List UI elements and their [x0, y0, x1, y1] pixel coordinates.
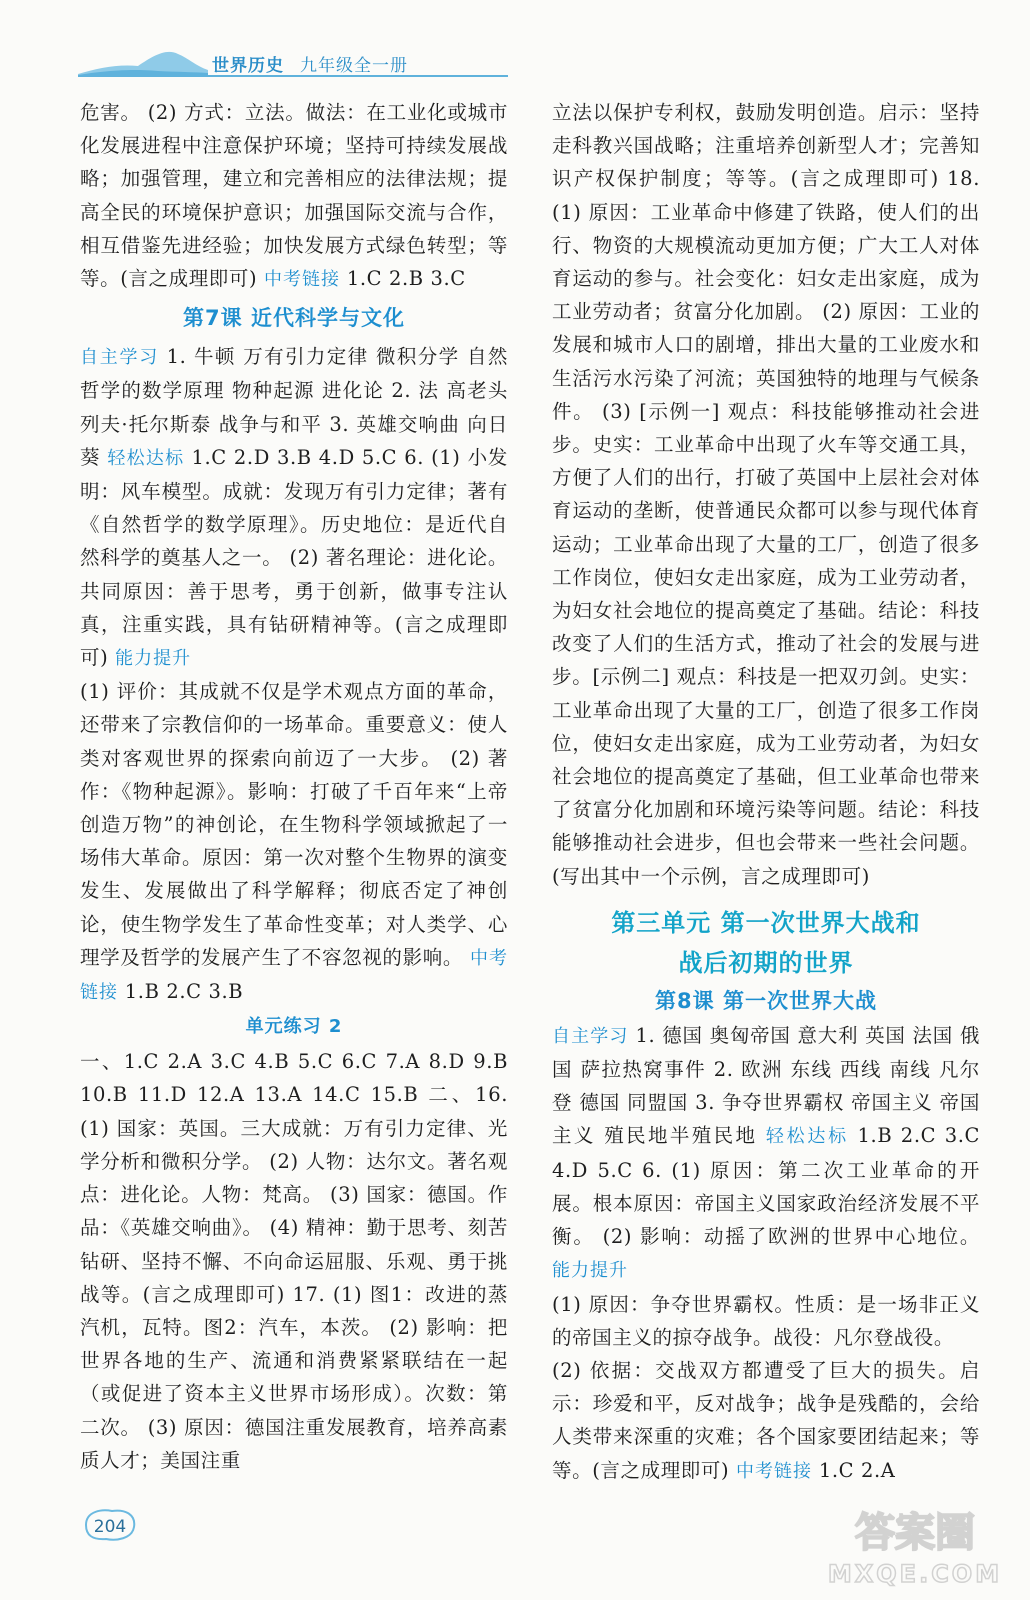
page-number: 204	[93, 1517, 127, 1537]
section-tag: 中考链接	[736, 1460, 813, 1482]
answer-paragraph: 自主学习 1. 牛顿 万有引力定律 微积分学 自然哲学的数学原理 物种起源 进化论 2. 法 高老头 列夫·托尔斯泰 战争与和平 3. 英雄交响曲 向日葵 轻松达标 1.C 2.D 3.B 4.D 5.C 6. (1) 小发明：风车模型。成就：发现万有引力定律；著有《自然哲学的数学原理》。历史地位：是近代自然科学的奠基人之一。 (2) 著名理论：进化论。共同原因：善于思考，勇于创新，做事专注认真，注重实践，具有钻研精神等。(言之成理即可) 能力提升	[80, 345, 509, 670]
section-tag: 能力提升	[115, 648, 192, 670]
header-grade: 九年级全一册	[300, 56, 408, 76]
lesson-title: 第8课 第一次世界大战	[655, 988, 877, 1013]
watermark-logo	[815, 1500, 1015, 1590]
page-header	[0, 0, 1030, 92]
svg-text:MXQE.COM: MXQE.COM	[827, 1560, 1003, 1588]
answer-paragraph: 自主学习 1. 德国 奥匈帝国 意大利 英国 法国 俄国 萨拉热窝事件 2. 欧洲 东线 西线 南线 凡尔登 德国 同盟国 3. 争夺世界霸权 帝国主义 帝国主义 殖民地半殖民地 轻松达标 1.B 2.C 3.C 4.D 5.C 6. (1) 原因：第二次工业革命的开展。根本原因：帝国主义国家政治经济发展不平衡。 (2) 影响：动摇了欧洲的世界中心地位。 能力提升	[552, 1023, 981, 1282]
answer-paragraph: 立法以保护专利权，鼓励发明创造。启示：坚持走科教兴国战略；注重培养创新型人才；完善知识产权保护制度；等等。(言之成理即可) 18. (1) 原因：工业革命中修建了铁路，使人们的出行、物资的大规模流动更加方便；广大工人对体育运动的参与。社会变化：妇女走出家庭，成为工业劳动者；贫富分化加剧。 (2) 原因：工业的发展和城市人口的剧增，排出大量的工业废水和生活污水污染了河流；英国独特的地理与气候条件。 (3) [示例一] 观点：科技能够推动社会进步。史实：工业革命中出现了火车等交通工具，方便了人们的出行，打破了英国中上层社会对体育运动的垄断，使普通民众都可以参与现代体育运动；工业革命出现了大量的工厂，创造了很多工作岗位，使妇女走出家庭，成为工业劳动者，为妇女社会地位的提高奠定了基础。结论：科技改变了人们的生活方式，推动了社会的发展与进步。[示例二] 观点：科技是一把双刃剑。史实：工业革命出现了大量的工厂，创造了很多工作岗位，使妇女走出家庭，成为工业劳动者，为妇女社会地位的提高奠定了基础，但工业革命也带来了贫富分化加剧和环境污染等问题。结论：科技能够推动社会进步，但也会带来一些社会问题。(写出其中一个示例，言之成理即可)	[552, 101, 980, 888]
mountain-wave-icon	[78, 44, 208, 76]
page-number-badge	[80, 1505, 140, 1545]
section-tag: 自主学习	[552, 1025, 629, 1047]
section-tag: 轻松达标	[765, 1126, 849, 1148]
section-tag: 能力提升	[552, 1260, 628, 1282]
unit-practice-title: 单元练习 2	[245, 1016, 343, 1038]
answer-paragraph: (1) 原因：争夺世界霸权。性质：是一场非正义的帝国主义的掠夺战争。战役：凡尔登战役。	[552, 1292, 980, 1349]
section-tag: 中考链接	[80, 947, 508, 1004]
section-tag: 中考链接	[264, 269, 341, 291]
section-tag: 自主学习	[80, 347, 160, 369]
unit-title-line2: 战后初期的世界	[678, 948, 854, 977]
section-tag: 轻松达标	[107, 447, 185, 469]
answer-paragraph: (2) 依据：交战双方都遭受了巨大的损失。启示：珍爱和平，反对战争；战争是残酷的，会给人类带来深重的灾难；各个国家要团结起来；等等。(言之成理即可) 中考链接 1.C 2.A	[552, 1358, 980, 1482]
lesson-title: 第7课 近代科学与文化	[183, 306, 405, 331]
header-rule	[78, 75, 508, 77]
unit-title-line1: 第三单元 第一次世界大战和	[611, 908, 921, 937]
answer-paragraph: 一、1.C 2.A 3.C 4.B 5.C 6.C 7.A 8.D 9.B 10.B 11.D 12.A 13.A 14.C 15.B 二、16. (1) 国家：英国。三大成就：万有引力定律、光学分析和微积分学。 (2) 人物：达尔文。著名观点：进化论。人物：梵高。 (3) 国家：德国。作品：《英雄交响曲》。 (4) 精神：勤于思考、刻苦钻研、坚持不懈、不向命运屈服、乐观、勇于挑战等。(言之成理即可) 17. (1) 图1：改进的蒸汽机，瓦特。图2：汽车，本茨。 (2) 影响：把世界各地的生产、流通和消费紧紧联结在一起（或促进了资本主义世界市场形成）。次数：第二次。 (3) 原因：德国注重发展教育，培养高素质人才；美国注重	[80, 1050, 508, 1472]
left-column	[80, 96, 508, 1477]
answer-paragraph: 危害。 (2) 方式：立法。做法：在工业化或城市化发展进程中注意保护环境；坚持可持续发展战略；加强管理，建立和完善相应的法律法规；提高全民的环境保护意识；加强国际交流与合作，相互借鉴先进经验；加快发展方式绿色转型；等等。(言之成理即可) 中考链接 1.C 2.B 3.C	[80, 101, 508, 291]
header-subject: 世界历史	[212, 56, 284, 76]
right-column	[552, 96, 980, 1488]
answer-paragraph: (1) 评价：其成就不仅是学术观点方面的革命，还带来了宗教信仰的一场革命。重要意义：使人类对客观世界的探索向前迈了一大步。 (2) 著作：《物种起源》。影响：打破了千百年来“上帝创造万物”的神创论，在生物科学领域掀起了一场伟大革命。原因：第一次对整个生物界的演变发生、发展做出了科学解释；彻底否定了神创论，使生物学发生了革命性变革；对人类学、心理学及哲学的发展产生了不容忽视的影响。 中考链接 1.B 2.C 3.B	[80, 680, 508, 1004]
svg-text:答案圈: 答案圈	[855, 1510, 975, 1556]
